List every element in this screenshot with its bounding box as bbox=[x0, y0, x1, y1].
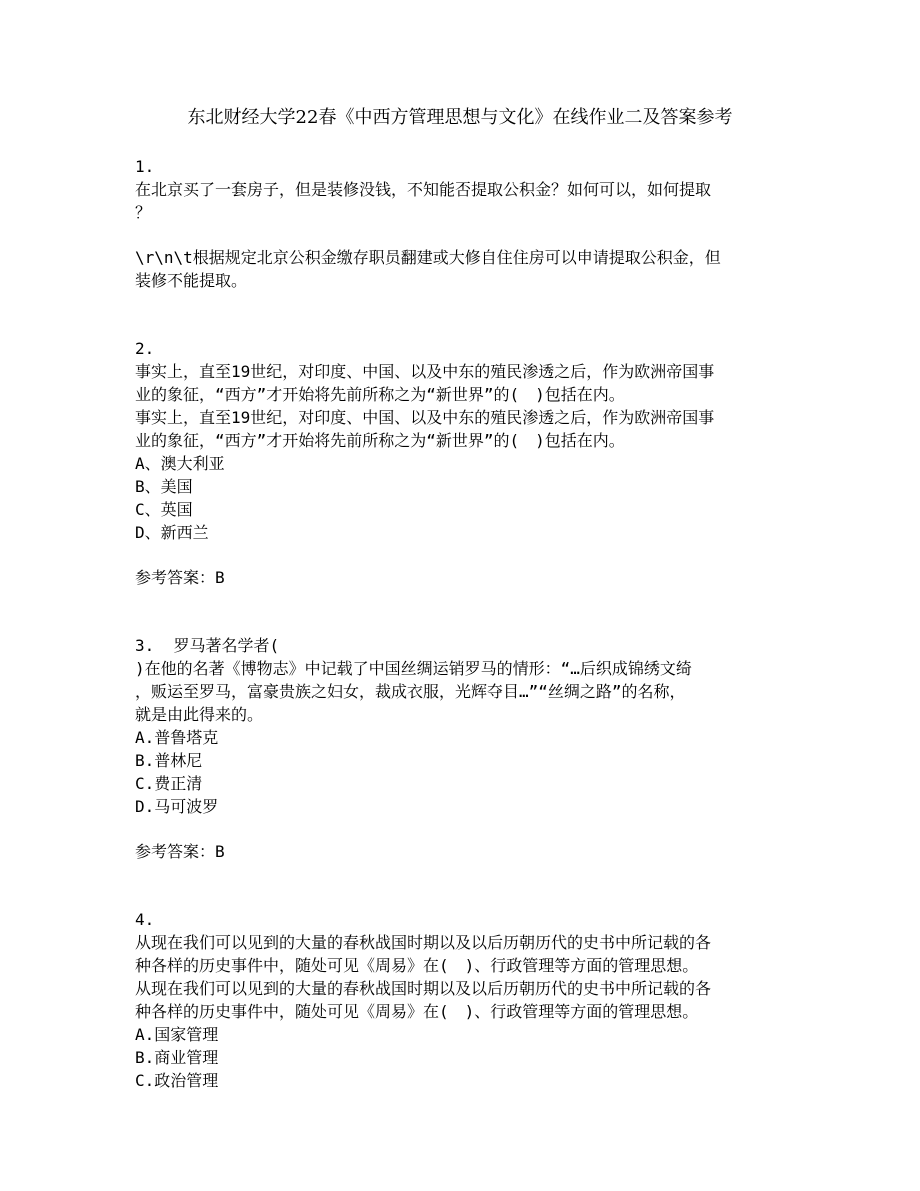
question-number: 3. bbox=[135, 636, 155, 655]
option-b: B.普林尼 bbox=[135, 751, 203, 770]
spacer bbox=[135, 544, 790, 566]
question-stem-line: 种各样的历史事件中，随处可见《周易》在( )、行政管理等方面的管理思想。 bbox=[135, 956, 699, 975]
question-stem-line: ，贩运至罗马，富豪贵族之妇女，裁成衣服，光辉夺目…”“丝绸之路”的名称， bbox=[135, 682, 686, 701]
reference-answer: 参考答案：B bbox=[135, 568, 225, 587]
option-b: B、美国 bbox=[135, 477, 193, 496]
question-list bbox=[135, 155, 790, 1092]
option-c: C.费正清 bbox=[135, 774, 203, 793]
question-stem-line: 事实上，直至19世纪，对印度、中国、以及中东的殖民渗透之后，作为欧洲帝国事 bbox=[135, 362, 715, 381]
question-stem-line: )在他的名著《博物志》中记载了中国丝绸运销罗马的情形：“…后织成锦绣文绮 bbox=[135, 659, 692, 678]
option-d: D、新西兰 bbox=[135, 523, 209, 542]
spacer bbox=[135, 863, 790, 908]
option-a: A、澳大利亚 bbox=[135, 454, 225, 473]
answer-line: \r\n\t根据规定北京公积金缴存职员翻建或大修自住住房可以申请提取公积金，但 bbox=[135, 248, 721, 267]
answer-line: 装修不能提取。 bbox=[135, 271, 248, 290]
question-stem-line: ？ bbox=[135, 203, 152, 222]
question-number: 4. bbox=[135, 910, 155, 929]
question-stem-line: 事实上，直至19世纪，对印度、中国、以及中东的殖民渗透之后，作为欧洲帝国事 bbox=[135, 408, 715, 427]
question-stem-line: 种各样的历史事件中，随处可见《周易》在( )、行政管理等方面的管理思想。 bbox=[135, 1002, 699, 1021]
spacer bbox=[135, 292, 790, 337]
question-stem-line: 从现在我们可以见到的大量的春秋战国时期以及以后历朝历代的史书中所记载的各 bbox=[135, 933, 712, 952]
question-stem-line: 业的象征，“西方”才开始将先前所称之为“新世界”的( )包括在内。 bbox=[135, 431, 625, 450]
option-c: C.政治管理 bbox=[135, 1071, 219, 1090]
question-number: 2. bbox=[135, 339, 155, 358]
question-stem-line: 在北京买了一套房子，但是装修没钱，不知能否提取公积金？如何可以，如何提取 bbox=[135, 180, 712, 199]
question-title: 罗马著名学者( bbox=[173, 636, 280, 655]
question-4 bbox=[135, 908, 790, 1092]
question-stem-line: 从现在我们可以见到的大量的春秋战国时期以及以后历朝历代的史书中所记载的各 bbox=[135, 979, 712, 998]
option-a: A.国家管理 bbox=[135, 1025, 219, 1044]
question-number: 1. bbox=[135, 157, 155, 176]
option-b: B.商业管理 bbox=[135, 1048, 219, 1067]
option-d: D.马可波罗 bbox=[135, 797, 219, 816]
question-1 bbox=[135, 155, 790, 292]
question-2 bbox=[135, 337, 790, 589]
spacer bbox=[135, 224, 790, 246]
reference-answer: 参考答案：B bbox=[135, 842, 225, 861]
question-3 bbox=[135, 634, 790, 863]
spacer bbox=[135, 818, 790, 840]
question-stem-line: 业的象征，“西方”才开始将先前所称之为“新世界”的( )包括在内。 bbox=[135, 385, 625, 404]
spacer bbox=[135, 589, 790, 634]
option-c: C、英国 bbox=[135, 500, 193, 519]
question-heading bbox=[135, 634, 790, 657]
option-a: A.普鲁塔克 bbox=[135, 728, 219, 747]
question-stem-line: 就是由此得来的。 bbox=[135, 705, 264, 724]
document-title: 东北财经大学22春《中西方管理思想与文化》在线作业二及答案参考 bbox=[187, 107, 733, 128]
